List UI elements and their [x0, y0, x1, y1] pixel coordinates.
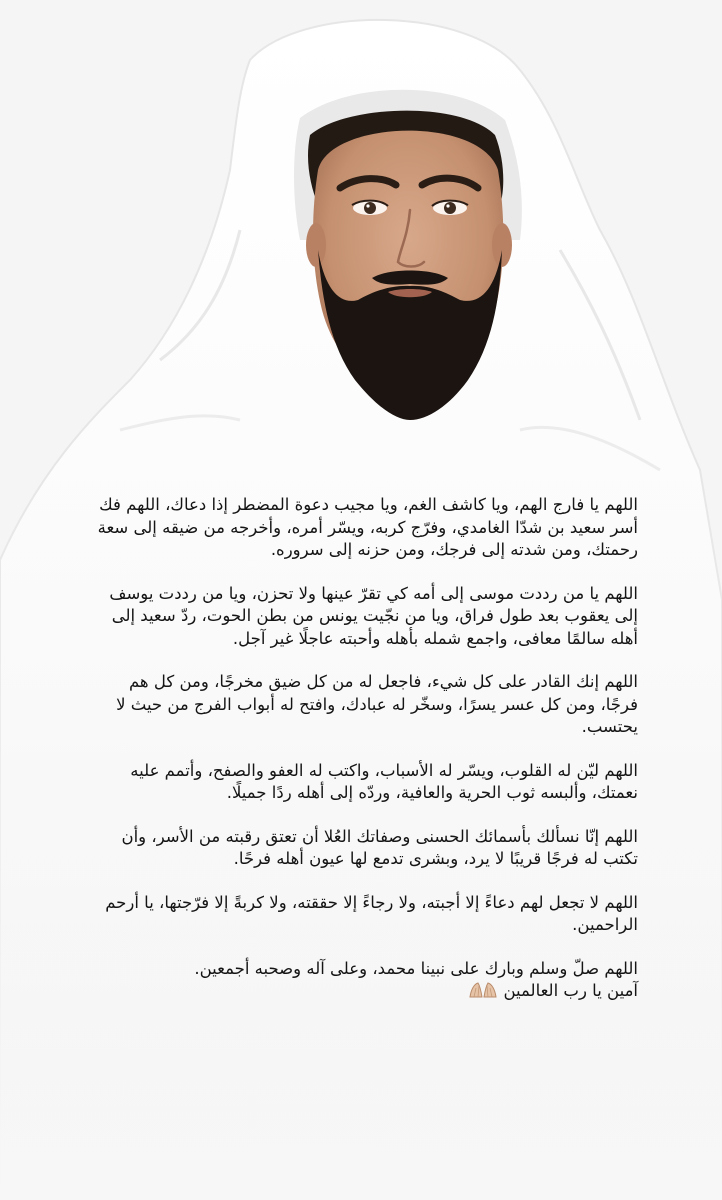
prayer-paragraph: اللهم لا تجعل لهم دعاءً إلا أجبته، ولا رجاءً إلا حققته، ولا كربةً إلا فرّجتها، يا أرحم الراحمين. [105, 892, 638, 934]
prayer-paragraph: اللهم إنّا نسألك بأسمائك الحسنى وصفاتك العُلا أن تعتق رقبته من الأسر، وأن تكتب له فرجًا قريبًا لا يرد، وبشرى تدمع لها عيون أهله فرحًا. [121, 826, 638, 868]
amen-line: آمين يا رب العالمين [503, 981, 638, 1000]
prayer-paragraph: اللهم إنك القادر على كل شيء، فاجعل له من كل ضيق مخرجًا، ومن كل هم فرجًا، ومن كل عسر يسرًا، وسخّر له عبادك، وافتح له أبواب الفرج من حيث لا يحتسب. [116, 672, 638, 736]
salawat-line: اللهم صلّ وسلم وبارك على نبينا محمد، وعلى آله وصحبه أجمعين. [194, 958, 638, 978]
praying-hands-icon [468, 981, 498, 999]
closing-paragraph [88, 958, 638, 1003]
prayer-paragraph: اللهم يا فارج الهم، ويا كاشف الغم، ويا مجيب دعوة المضطر إذا دعاك، اللهم فك أسر سعيد بن شدّا الغامدي، وفرّج كربه، ويسّر أمره، وأخرجه من ضيقه إلى سعة رحمتك، ومن شدته إلى فرجك، ومن حزنه إلى سروره. [97, 495, 638, 559]
prayer-paragraph: اللهم يا من رددت موسى إلى أمه كي تقرّ عينها ولا تحزن، ويا من رددت يوسف إلى يعقوب بعد طول فراق، ويا من نجّيت يونس من بطن الحوت، ردّ سعيد إلى أهله سالمًا معافى، واجمع شمله بأهله وأحبته عاجلًا غير آجل. [109, 583, 638, 648]
prayer-text [88, 494, 638, 1003]
prayer-paragraph: اللهم ليّن له القلوب، ويسّر له الأسباب، واكتب له العفو والصفح، وأتمم عليه نعمتك، وألبسه ثوب الحرية والعافية، وردّه إلى أهله ردًا جميلًا. [130, 760, 638, 802]
